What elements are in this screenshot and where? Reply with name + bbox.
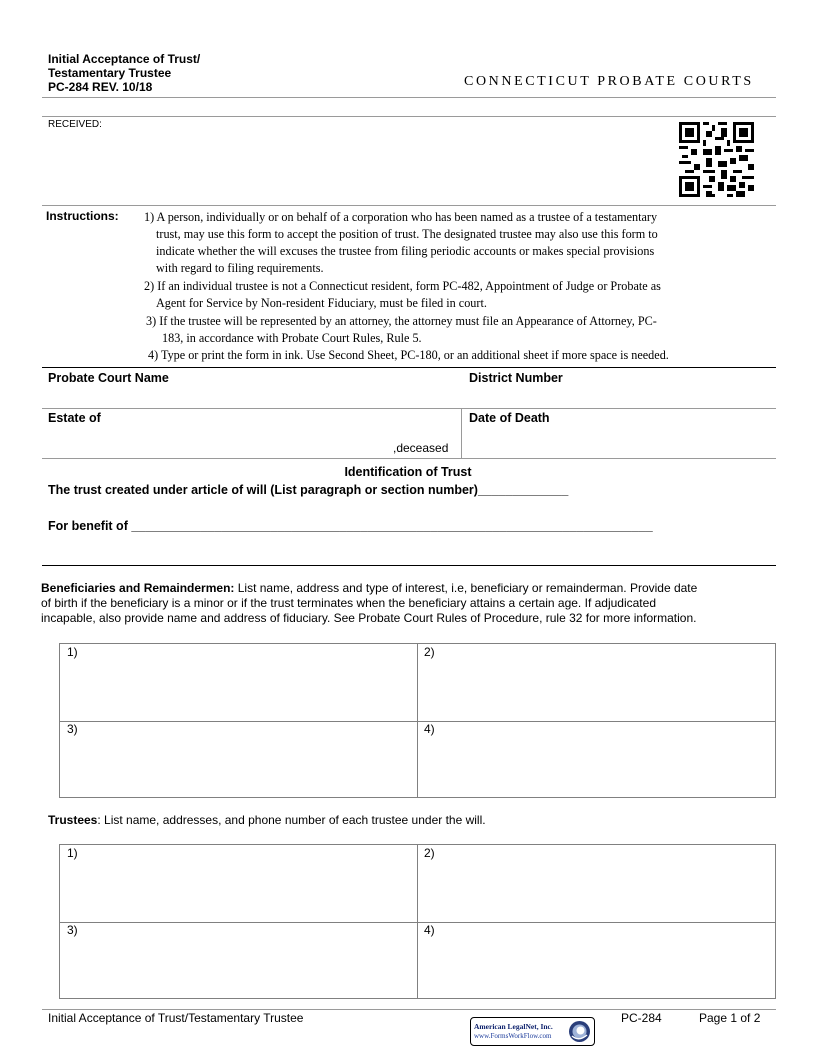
header-divider (42, 97, 776, 98)
instruction-line-8: 183, in accordance with Probate Court Rules, Rule 5. (162, 331, 422, 345)
estate-of-label: Estate of (48, 411, 101, 425)
logo-company: American LegalNet, Inc. (474, 1022, 553, 1031)
beneficiaries-text-line3: incapable, also provide name and address of fiduciary. See Probate Court Rules of Procedure, rule 32 for more information. (41, 611, 697, 625)
instruction-line-5: 2) If an individual trustee is not a Connecticut resident, form PC-482, Appointment of Judge or Probate as (144, 279, 661, 293)
beneficiaries-heading: Beneficiaries and Remaindermen: (41, 581, 235, 595)
instructions-top-rule (42, 205, 776, 206)
trust-article-line: The trust created under article of will (List paragraph or section number)_____________ (48, 483, 569, 497)
instruction-line-3: indicate whether the will excuses the trustee from filing periodic accounts or makes special provisions (156, 244, 655, 258)
instruction-line-9: 4) Type or print the form in ink. Use Second Sheet, PC-180, or an additional sheet if more space is needed. (148, 348, 669, 362)
trustees-instructions: : List name, addresses, and phone number of each trustee under the will. (97, 813, 486, 827)
beneficiary-cell-2[interactable]: 2) (424, 645, 435, 659)
footer-rule (42, 1009, 776, 1010)
identification-bottom-rule (42, 565, 776, 566)
form-title-line2: Testamentary Trustee (48, 66, 172, 80)
beneficiaries-grid-hdivider (60, 721, 775, 722)
trustee-cell-2[interactable]: 2) (424, 846, 435, 860)
identification-heading: Identification of Trust (344, 465, 472, 479)
trustee-cell-1[interactable]: 1) (67, 846, 78, 860)
form-id: PC-284 REV. 10/18 (48, 80, 153, 94)
received-top-rule (42, 116, 776, 117)
beneficiaries-grid (59, 643, 776, 798)
received-label: RECEIVED: (48, 119, 102, 130)
form-title (48, 52, 200, 94)
for-benefit-line: For benefit of ___________________________________________________________________________ (48, 519, 653, 533)
logo-url: www.FormsWorkFlow.com (474, 1032, 552, 1040)
instruction-line-1: 1) A person, individually or on behalf of a corporation who has been named as a trustee of a testamentary (144, 210, 658, 224)
deceased-label: ,deceased (393, 441, 449, 455)
court-name: CONNECTICUT PROBATE COURTS (464, 74, 754, 89)
footer-form-id: PC-284 (621, 1011, 662, 1025)
instruction-line-2: trust, may use this form to accept the position of trust. The designated trustee may also use this form to (156, 227, 658, 241)
probate-court-name-label: Probate Court Name (48, 371, 169, 385)
beneficiary-cell-4[interactable]: 4) (424, 722, 435, 736)
logo-globe-icon (568, 1020, 591, 1043)
footer-page-number: Page 1 of 2 (699, 1011, 761, 1025)
instruction-line-7: 3) If the trustee will be represented by an attorney, the attorney must file an Appearance of Attorney, PC- (146, 314, 657, 328)
trustee-cell-4[interactable]: 4) (424, 923, 435, 937)
court-info-top-rule (42, 367, 776, 368)
beneficiaries-text-1: List name, address and type of interest, i.e, beneficiary or remainderman. Provide date (234, 581, 698, 595)
trustees-grid (59, 844, 776, 999)
district-number-label: District Number (469, 371, 563, 385)
beneficiaries-text-line1 (41, 581, 697, 596)
estate-column-divider (461, 408, 462, 458)
instruction-line-4: with regard to filing requirements. (156, 261, 324, 275)
americanlegalnet-logo (470, 1017, 595, 1046)
instruction-line-6: Agent for Service by Non-resident Fiduciary, must be filed in court. (156, 296, 487, 310)
instructions-label: Instructions: (46, 209, 119, 223)
beneficiary-cell-3[interactable]: 3) (67, 722, 78, 736)
trustees-grid-hdivider (60, 922, 775, 923)
beneficiaries-text-line2: of birth if the beneficiary is a minor or if the trust terminates when the beneficiary attains a certain age. If adjudicated (41, 596, 656, 610)
beneficiary-cell-1[interactable]: 1) (67, 645, 78, 659)
footer-title: Initial Acceptance of Trust/Testamentary Trustee (48, 1011, 304, 1025)
trustees-heading: Trustees (48, 813, 98, 827)
trustee-cell-3[interactable]: 3) (67, 923, 78, 937)
form-title-line1: Initial Acceptance of Trust/ (48, 52, 201, 66)
qr-code-icon (679, 122, 754, 197)
trustees-text (48, 813, 486, 828)
court-info-mid-rule (42, 408, 776, 409)
date-of-death-label: Date of Death (469, 411, 550, 425)
estate-bottom-rule (42, 458, 776, 459)
